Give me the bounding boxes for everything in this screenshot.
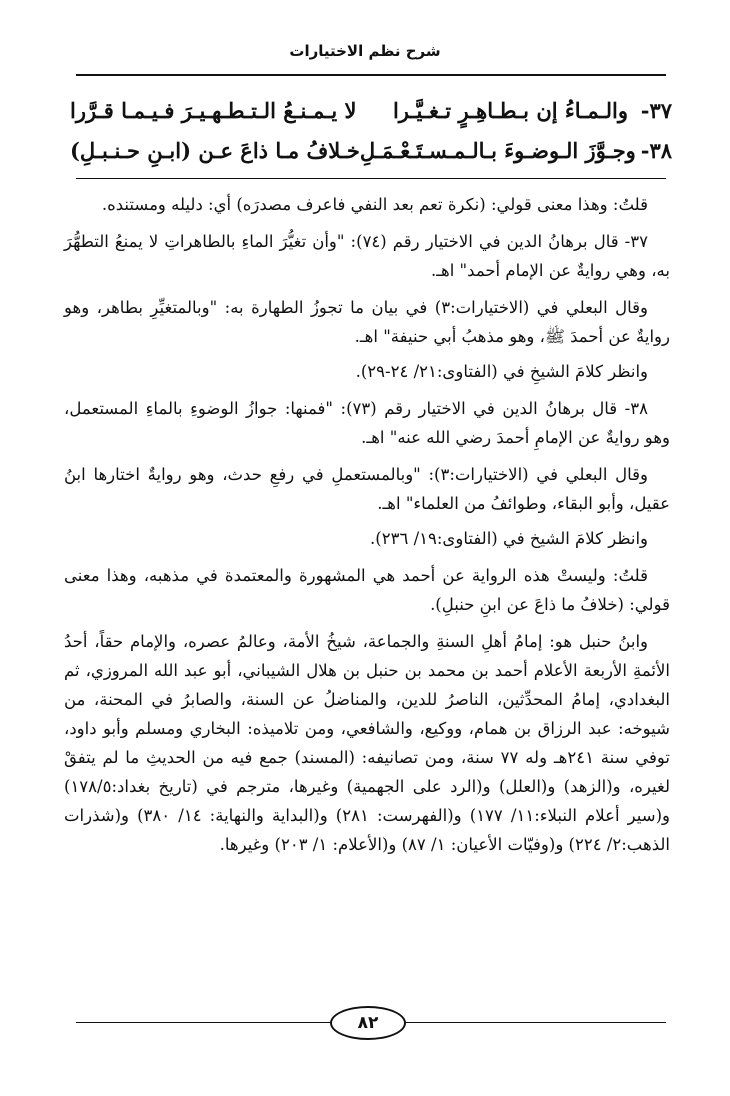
running-title: شرح نظم الاختيارات [289,42,441,60]
poem-block [70,90,672,170]
verse-number: ٣٧- [640,97,672,123]
paragraph: ٣٧- قال برهانُ الدين في الاختيار رقم (٧٤): "وأن تغيُّرَ الماءِ بالطاهراتِ لا يمنعُ التطهُّرَ به، وهي روايةٌ عن الإمام أحمد" اهـ. [64,232,670,280]
header-rule [76,74,666,76]
paragraph: وانظر كلامَ الشيخ في (الفتاوى:١٩/ ٢٣٦). [370,529,648,548]
commentary-body [64,190,670,867]
paragraph: وابنُ حنبل هو: إمامُ أهلِ السنةِ والجماعة، شيخُ الأمة، وعالمُ عصره، والإمام حقاً، أحدُ الأئمةِ الأربعة الأعلام أحمد بن محمد بن حنبل بن هلال الشيباني، أبو عبد الله المروزي، ثم البغدادي، إمامُ المحدِّثين، الناصرُ للدين، والمناضلُ عن السنة، والصابرُ في المحنة، من شيوخه: عبد الرزاق بن همام، ووكيع، والشافعي، ومن تلاميذه: البخاري ومسلم وأبو داود، توفي سنة ٢٤١هـ وله ٧٧ سنة، ومن تصانيفه: (المسند) جمع فيه من الحديثِ ما لم يتفقْ لغيره، و(الزهد) و(العلل) و(الرد على الجهمية) وغيرها، مترجم في (تاريخ بغداد:١٧٨/٥) و(سير أعلام النبلاء:١١/ ١٧٧) و(الفهرست: ٢٨١) و(البداية والنهاية: ١٤/ ٣٨٠) و(شذرات الذهب:٢/ ٢٢٤) و(وفيّات الأعيان: ١/ ٨٧) و(الأعلام: ١/ ٢٠٣) وغيرها. [64,632,670,854]
second-hemistich: خـلافُ مـا ذاعَ عـن (ابـنِ حـنـبـلِ) [70,137,360,163]
paragraph: ٣٨- قال برهانُ الدين في الاختيار رقم (٧٣): "فمنها: جوازُ الوضوءِ بالماءِ المستعمل، وهو روايةٌ عن الإمامِ أحمدَ رضي الله عنه" اهـ. [64,399,670,447]
paragraph: وانظر كلامَ الشيخِ في (الفتاوى:٢١/ ٢٤-٢٩). [355,362,648,381]
first-hemistich: وجـوَّزَ الـوضـوءَ بـالـمـسـتَـعْـمَـلِ [359,137,636,163]
poem-line-37 [70,90,672,130]
page-number: ٨٢ [330,1006,406,1040]
paragraph: وقال البعلي في (الاختيارات:٣): "وبالمستعملِ في رفعِ حدث، وهو روايةٌ اختارها ابنُ عقيل، وأبو البقاء، وطوائفُ من العلماء" اهـ. [64,465,670,513]
verse-number: ٣٨- [640,137,672,163]
poem-line-38 [70,130,672,170]
first-hemistich: والـمـاءُ إن بـطـاهِـرٍ تـغـيَّـرا [392,97,628,123]
paragraph: وقال البعلي في (الاختيارات:٣) في بيان ما تجوزُ الطهارة به: "وبالمتغيِّرِ بطاهر، وهو روايةٌ عن أحمدَ ﷺ، وهو مذهبُ أبي حنيفة" اهـ. [64,298,670,346]
poem-rule [76,178,666,179]
paragraph: قلتُ: وليستْ هذه الرواية عن أحمد هي المشهورة والمعتمدة في مذهبه، وهذا معنى قولي: (خلافُ ما ذاعَ عن ابنِ حنبلِ). [64,566,670,614]
second-hemistich: لا يـمـنـعُ الـتـطـهـيـرَ فـيـمـا قـرَّرا [70,97,357,123]
paragraph: قلتُ: وهذا معنى قولي: (نكرة تعم بعد النفي فاعرف مصدرَه) أي: دليله ومستنده. [101,195,648,214]
